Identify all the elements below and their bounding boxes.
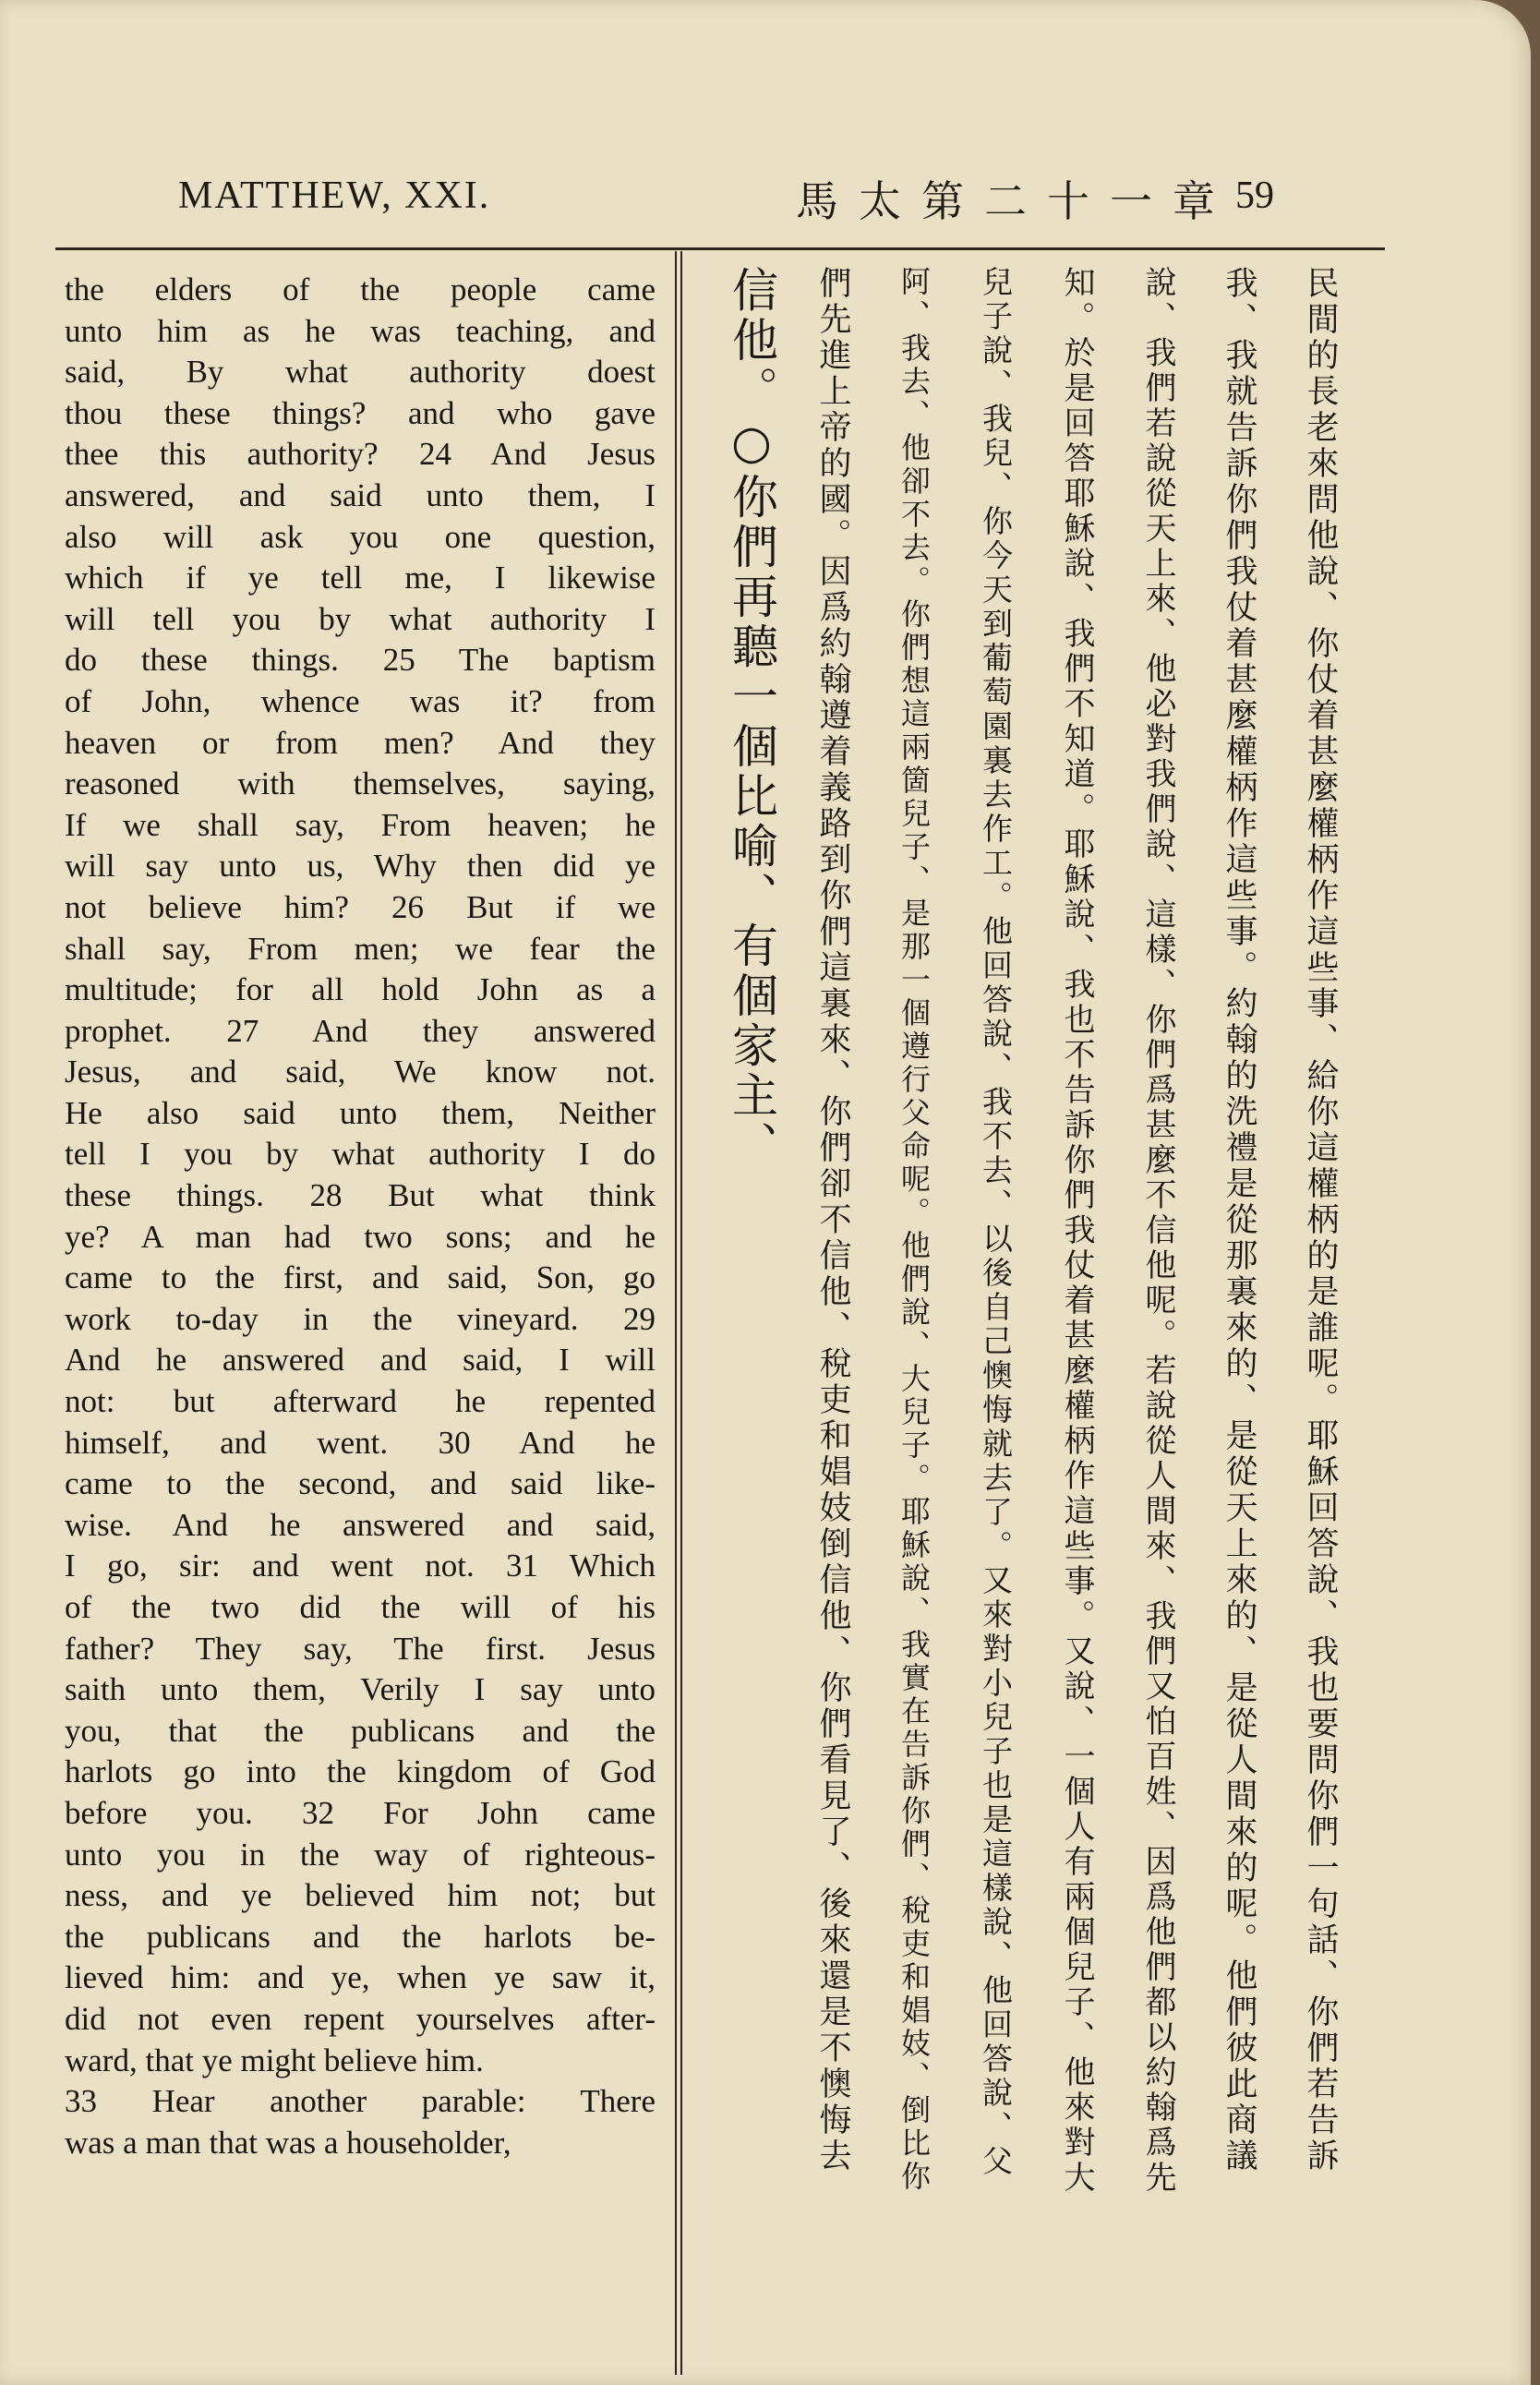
english-text-line: multitude; for all hold John as a [65, 971, 656, 1008]
english-text-line: work to-day in the vineyard. 29 [65, 1300, 656, 1337]
book-title-english: MATTHEW, XXI. [178, 175, 491, 217]
english-text-line: And he answered and said, I will [65, 1342, 656, 1379]
english-text-line: will say unto us, Why then did ye [65, 848, 656, 885]
english-text-line: wise. And he answered and said, [65, 1506, 656, 1543]
english-text-line: came to the first, and said, Son, go [65, 1259, 656, 1296]
english-text-line: the publicans and the harlots be- [65, 1918, 656, 1955]
chinese-text-line: 知。於是回答耶穌說、我們不知道。耶穌說、我也不告訴你們我仗着甚麼權柄作這些事。又說、一個人有兩個兒子、他來對大 [1058, 266, 1095, 2196]
english-text-line: of John, whence was it? from [65, 682, 656, 719]
english-text-line: will tell you by what authority I [65, 600, 656, 637]
english-text-line: thee this authority? 24 And Jesus [65, 436, 656, 473]
running-header [0, 174, 1531, 238]
english-text-line: came to the second, and said like- [65, 1465, 656, 1502]
english-text-column [65, 270, 656, 2163]
english-text-line: himself, and went. 30 And he [65, 1424, 656, 1461]
english-text-line: unto him as he was teaching, and [65, 312, 656, 349]
chinese-text-line: 說、我們若說從天上來、他必對我們說、這樣、你們爲甚麼不信他呢。若說從人間來、我們又怕百姓、因爲他們都以約翰爲先 [1139, 266, 1176, 2196]
chinese-text-line: 民間的長老來問他說、你仗着甚麼權柄作這些事、給你這權柄的是誰呢。耶穌回答說、我也要問你們一句話、你們若告訴 [1302, 266, 1339, 2174]
english-text-line: did not even repent yourselves after- [65, 2000, 656, 2037]
english-text-line: the elders of the people came [65, 271, 656, 307]
english-text-line: If we shall say, From heaven; he [65, 806, 656, 843]
english-text-line: you, that the publicans and the [65, 1712, 656, 1749]
english-text-line: reasoned with themselves, saying, [65, 765, 656, 802]
chinese-text-column [683, 266, 1354, 2196]
english-text-line: thou these things? and who gave [65, 394, 656, 431]
english-text-line: I go, sir: and went not. 31 Which [65, 1548, 656, 1584]
english-text-line: saith unto them, Verily I say unto [65, 1671, 656, 1708]
english-text-line: prophet. 27 And they answered [65, 1012, 656, 1049]
english-text-line: of the two did the will of his [65, 1589, 656, 1625]
column-divider [675, 251, 682, 2375]
chinese-text-line: 我、我就告訴你們我仗着甚麼權柄作這些事。約翰的洗禮是從那裏來的、是從天上來的、是從人間來的呢。他們彼此商議 [1221, 266, 1257, 2174]
english-text-line: unto you in the way of righteous- [65, 1836, 656, 1873]
page-number: 59 [1235, 175, 1274, 217]
english-text-line: ward, that ye might believe him. [65, 2042, 484, 2078]
english-text-line: He also said unto them, Neither [65, 1094, 656, 1131]
chinese-text-line: 們先進上帝的國。因爲約翰遵着義路到你們這裏來、你們卻不信他、稅吏和娼妓倒信他、你們看見了、後來還是不懊悔去 [814, 266, 851, 2174]
english-text-line: answered, and said unto them, I [65, 476, 656, 513]
header-rule [55, 247, 1385, 250]
english-text-line: not believe him? 26 But if we [65, 888, 656, 925]
chinese-text-line: 阿、我去、他卻不去。你們想這兩箇兒子、是那一個遵行父命呢。他們說、大兒子。耶穌說、我實在告訴你們、稅吏和娼妓、倒比你 [896, 266, 932, 2194]
english-text-line: before you. 32 For John came [65, 1794, 656, 1831]
english-text-line: 33 Hear another parable: There [65, 2083, 656, 2120]
english-text-line: shall say, From men; we fear the [65, 930, 656, 967]
english-text-line: which if ye tell me, I likewise [65, 560, 656, 596]
chinese-text-line: 信他。○你們再聽一個比喻、有個家主、 [725, 266, 778, 1171]
english-text-line: ye? A man had two sons; and he [65, 1218, 656, 1255]
english-text-line: do these things. 25 The baptism [65, 642, 656, 679]
book-title-chinese: 馬太第二十一章 [796, 176, 1235, 226]
english-text-line: lieved him: and ye, when ye saw it, [65, 1959, 656, 1996]
chinese-text-line: 兒子說、我兒、你今天到葡萄園裏去作工。他回答說、我不去、以後自己懊悔就去了。又來對小兒子也是這樣說、他回答說、父 [978, 266, 1014, 2179]
english-text-line: tell I you by what authority I do [65, 1136, 656, 1173]
english-text-line: also will ask you one question, [65, 518, 656, 555]
english-text-line: was a man that was a householder, [65, 2124, 511, 2161]
english-text-line: these things. 28 But what think [65, 1177, 656, 1214]
english-text-line: ness, and ye believed him not; but [65, 1877, 656, 1914]
english-text-line: harlots go into the kingdom of God [65, 1753, 656, 1790]
english-text-line: Jesus, and said, We know not. [65, 1054, 656, 1090]
english-text-line: heaven or from men? And they [65, 724, 656, 761]
english-text-line: father? They say, The first. Jesus [65, 1630, 656, 1667]
english-text-line: not: but afterward he repented [65, 1383, 656, 1420]
english-text-line: said, By what authority doest [65, 354, 656, 391]
